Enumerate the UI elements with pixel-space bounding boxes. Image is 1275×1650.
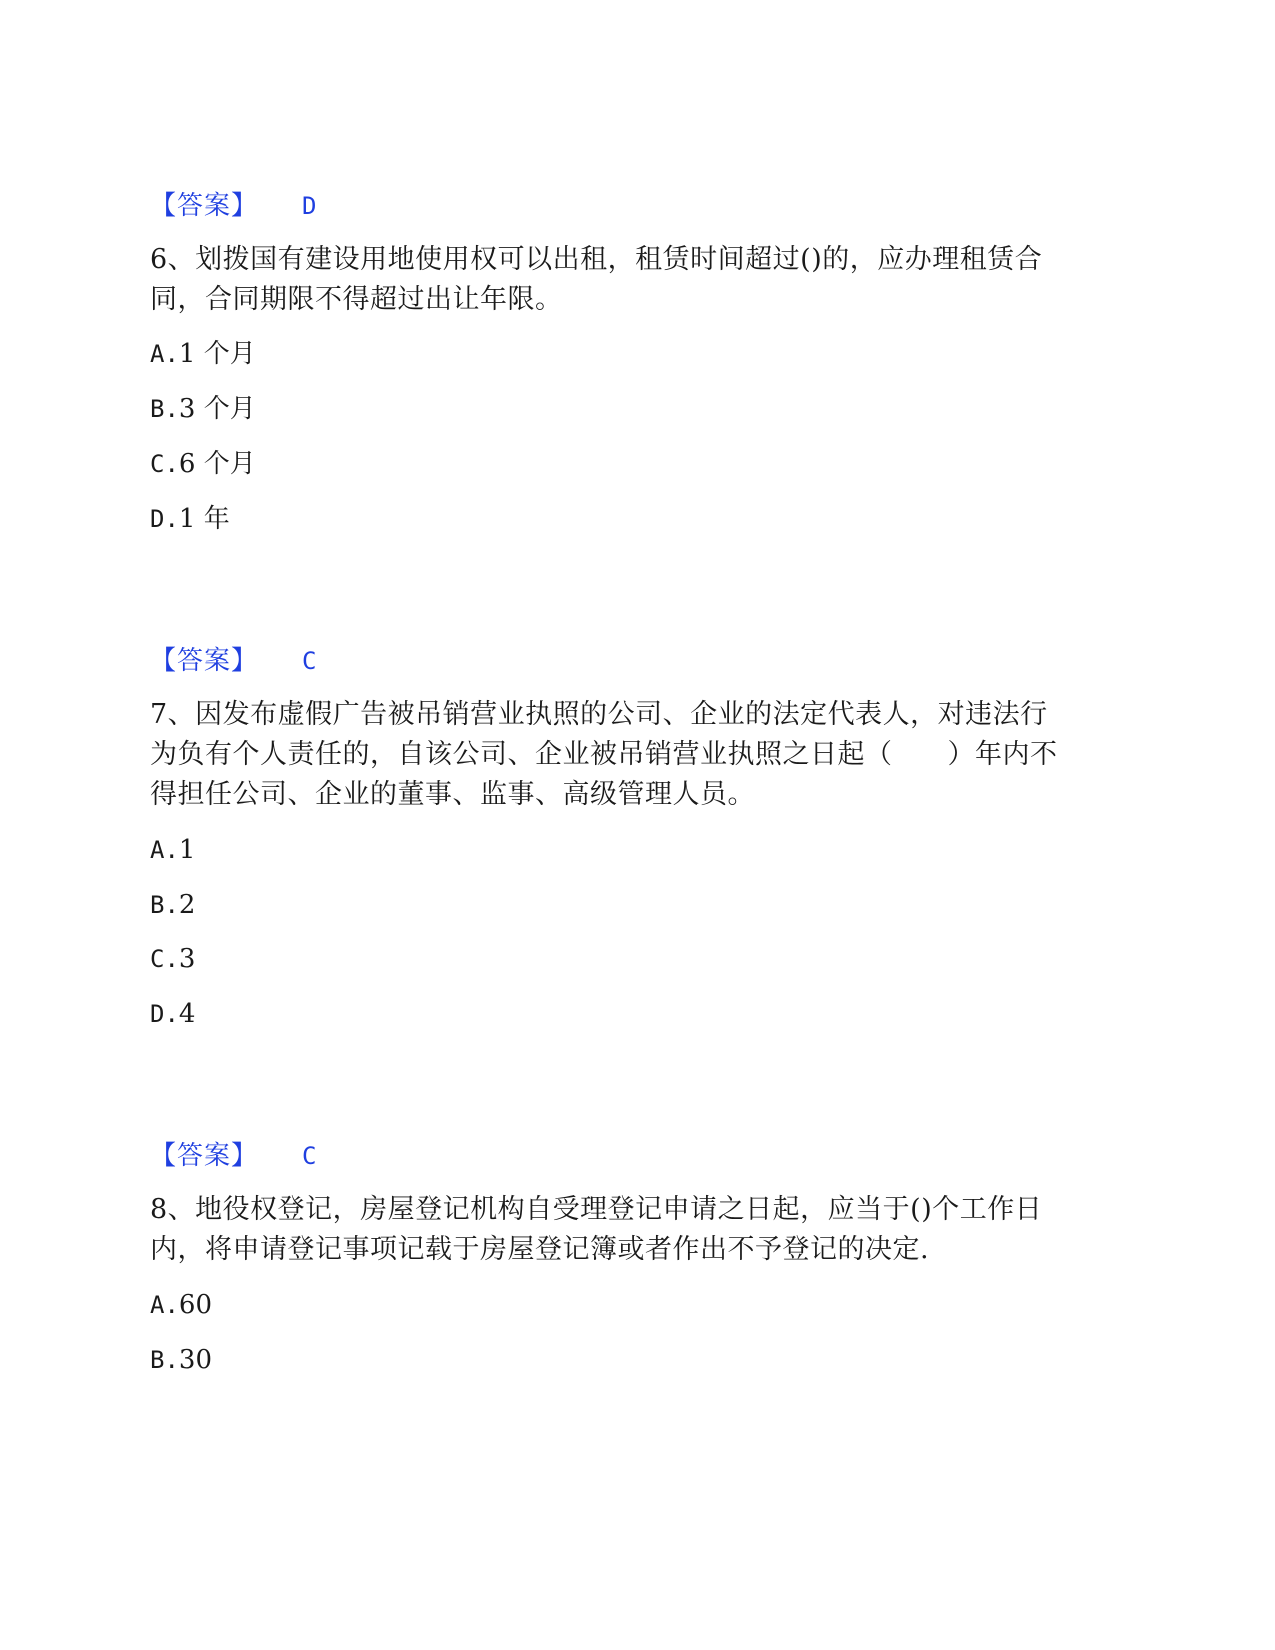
answer-value: C xyxy=(302,647,317,675)
question-7-option-b xyxy=(150,887,195,923)
question-6-stem xyxy=(150,240,1130,320)
answer-tag: 【答案】 xyxy=(150,1141,259,1171)
question-line: 内，将申请登记事项记载于房屋登记簿或者作出不予登记的决定. xyxy=(150,1234,930,1265)
option-text: 6 个月 xyxy=(178,449,256,479)
question-7-option-c xyxy=(150,941,195,977)
option-key: A. xyxy=(150,836,179,864)
question-line: 8、地役权登记，房屋登记机构自受理登记申请之日起，应当于()个工作日 xyxy=(150,1194,1043,1225)
option-key: C. xyxy=(150,450,179,478)
option-text: 3 xyxy=(178,944,196,974)
option-text: 1 年 xyxy=(178,504,230,534)
question-6-option-d xyxy=(150,501,230,537)
option-key: A. xyxy=(150,1291,179,1319)
question-line: 得担任公司、企业的董事、监事、高级管理人员。 xyxy=(150,779,755,810)
option-key: D. xyxy=(150,1000,179,1028)
question-line: 同，合同期限不得超过出让年限。 xyxy=(150,284,563,315)
option-key: B. xyxy=(150,891,179,919)
option-text: 60 xyxy=(178,1290,212,1320)
option-text: 3 个月 xyxy=(178,394,256,424)
option-text: 2 xyxy=(178,890,196,920)
option-text: 4 xyxy=(178,999,196,1029)
option-key: B. xyxy=(150,1346,179,1374)
answer-tag: 【答案】 xyxy=(150,191,259,221)
option-key: A. xyxy=(150,340,179,368)
question-8-option-b xyxy=(150,1342,212,1378)
answer-line xyxy=(150,1138,317,1174)
question-6-option-c xyxy=(150,446,256,482)
question-line: 6、划拨国有建设用地使用权可以出租，租赁时间超过()的，应办理租赁合 xyxy=(150,244,1043,275)
answer-value: C xyxy=(302,1142,317,1170)
question-6-option-a xyxy=(150,336,256,372)
answer-line xyxy=(150,643,317,679)
question-line: 7、因发布虚假广告被吊销营业执照的公司、企业的法定代表人，对违法行 xyxy=(150,699,1048,730)
option-text: 30 xyxy=(178,1345,212,1375)
question-6-option-b xyxy=(150,391,256,427)
option-text: 1 xyxy=(178,835,196,865)
option-key: B. xyxy=(150,395,179,423)
option-key: D. xyxy=(150,505,179,533)
question-7-stem xyxy=(150,695,1130,815)
answer-value: D xyxy=(302,192,317,220)
question-7-option-d xyxy=(150,996,195,1032)
question-7-option-a xyxy=(150,832,195,868)
answer-tag: 【答案】 xyxy=(150,646,259,676)
answer-line xyxy=(150,188,317,224)
question-8-stem xyxy=(150,1190,1130,1270)
option-key: C. xyxy=(150,945,179,973)
option-text: 1 个月 xyxy=(178,339,256,369)
question-8-option-a xyxy=(150,1287,212,1323)
question-line: 为负有个人责任的，自该公司、企业被吊销营业执照之日起（ ）年内不 xyxy=(150,739,1058,770)
